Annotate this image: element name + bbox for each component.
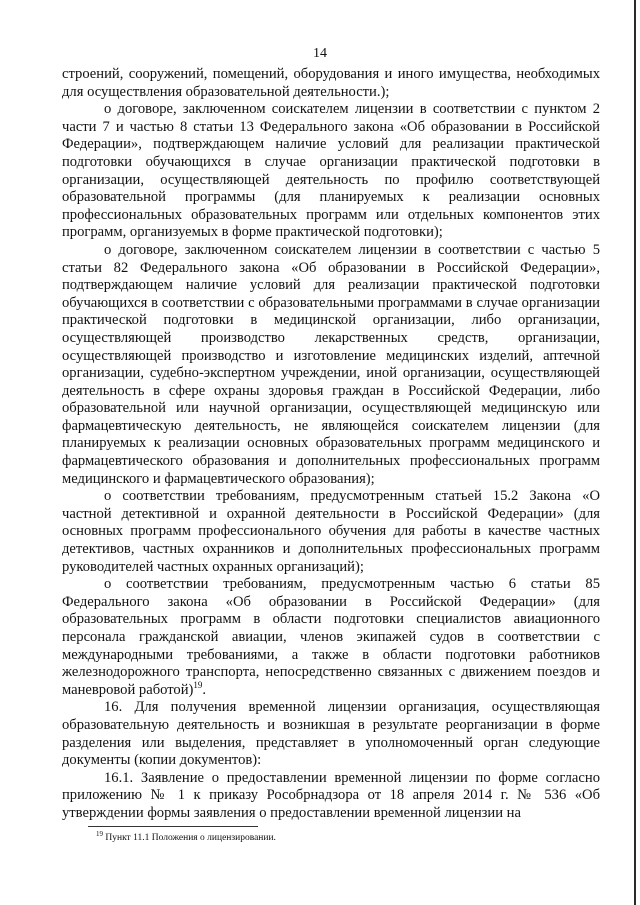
footnote-marker: 19 bbox=[96, 829, 103, 838]
paragraph-section-16: 16. Для получения временной лицензии организация, осуществляющая образовательную деятельность и возникшая в результате реорганизации в форме разделения или выделения, представляет в уполномоченный орган следующие документы (копии документов): bbox=[62, 699, 600, 769]
footnote-divider bbox=[88, 826, 258, 827]
footnote-reference: 19 bbox=[193, 679, 203, 690]
paragraph-medical-training-contract: о договоре, заключенном соискателем лицензии в соответствии с частью 5 статьи 82 Федерального закона «Об образовании в Российской Федерации», подтверждающем наличие условий для реализации практической подготовки обучающихся в соответствии с образовательными программами в случае организации практической подготовки в медицинской организации, либо организации, осуществляющей производство лекарственных средств, организации, осуществляющей производство и изготовление медицинских изделий, аптечной организации, судебно-экспертном учреждении, иной организации, осуществляющей деятельность в сфере охраны здоровья граждан в Российской Федерации, либо образовательной или научной организации, осуществляющей медицинскую или фармацевтическую деятельность, не являющейся соискателем лицензии (для планируемых к реализации основных образовательных программ медицинского и фармацевтического образования и дополнительных профессиональных программ медицинского и фармацевтического образования); bbox=[62, 241, 600, 487]
paragraph-aviation-text: о соответствии требованиям, предусмотренным частью 6 статьи 85 Федерального закона «Об образовании в Российской Федерации» (для образовательных программ в области подготовки специалистов авиационного персонала гражданской авиации, членов экипажей судов в соответствии с международными требованиями, а также в области подготовки работников железнодорожного транспорта, непосредственно связанных с движением поездов и маневровой работой) bbox=[62, 576, 600, 698]
paragraph-practical-training-contract: о договоре, заключенном соискателем лицензии в соответствии с пунктом 2 части 7 и частью 8 статьи 13 Федерального закона «Об образовании в Российской Федерации», подтверждающем наличие условий для реализации практической подготовки обучающихся в случае организации практической подготовки в организации, осуществляющей деятельность по профилю соответствующей образовательной программы (для планируемых к реализации основных профессиональных образовательных программ или отдельных компонентов этих программ, организуемых в форме практической подготовки); bbox=[62, 101, 600, 241]
paragraph-continuation: строений, сооружений, помещений, оборудования и иного имущества, необходимых для осуществления образовательной деятельности.); bbox=[62, 66, 600, 100]
paragraph-section-16-1: 16.1. Заявление о предоставлении временной лицензии по форме согласно приложению № 1 к приказу Рособрнадзора от 18 апреля 2014 г. № 536 «Об утверждении формы заявления о предоставлении временной лицензии на bbox=[62, 769, 600, 821]
body-text bbox=[62, 66, 600, 823]
page-edge bbox=[634, 0, 636, 905]
paragraph-aviation-requirements bbox=[62, 576, 600, 699]
footnote bbox=[96, 829, 276, 844]
paragraph-security-requirements: о соответствии требованиям, предусмотренным статьей 15.2 Закона «О частной детективной и охранной деятельности в Российской Федерации» (для основных программ профессионального обучения для работы в качестве частных детективов, частных охранников и дополнительных профессиональных программ руководителей частных охранных организаций); bbox=[62, 488, 600, 575]
paragraph-end-mark: . bbox=[202, 681, 207, 698]
page-number: 14 bbox=[313, 46, 327, 61]
footnote-text: Пункт 11.1 Положения о лицензировании. bbox=[103, 833, 276, 843]
